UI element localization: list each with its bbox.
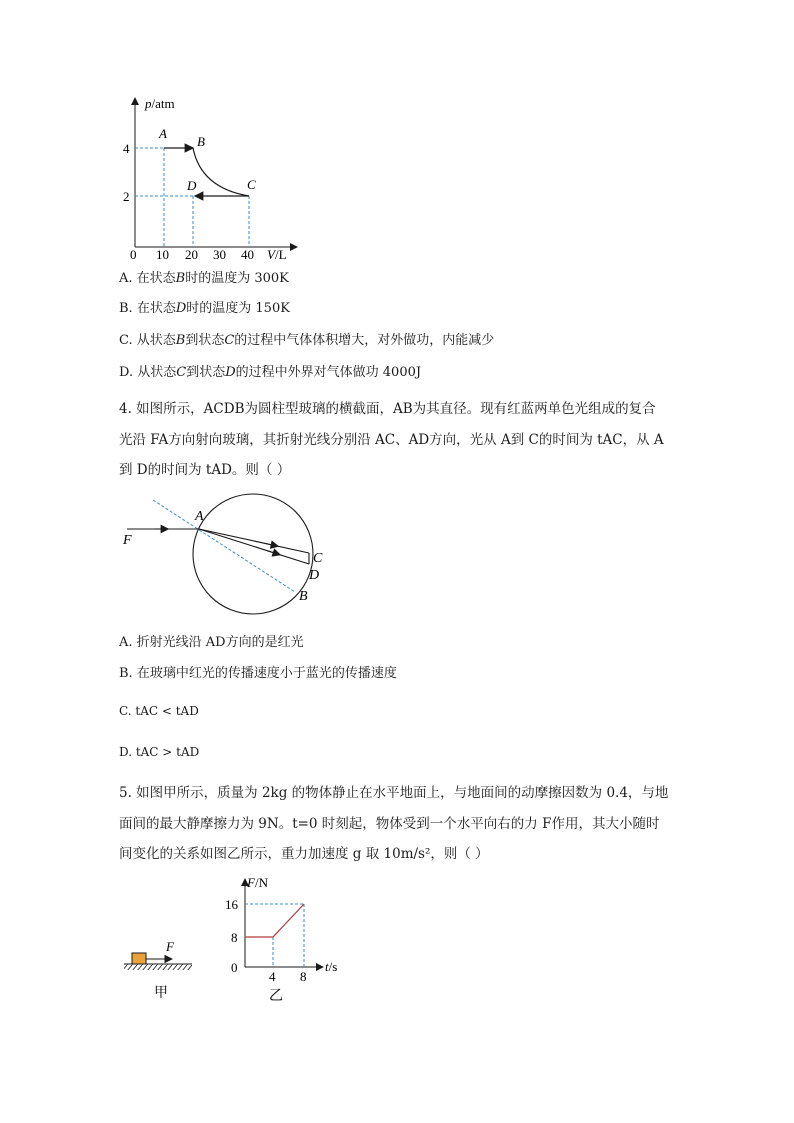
q3-option-c[interactable]: C. 从状态B到状态C的过程中气体体积增大，对外做功，内能减少: [119, 333, 495, 348]
label-d: D: [309, 568, 320, 583]
pv-y-label: p/atm: [145, 96, 175, 111]
q3-option-a[interactable]: A. 在状态B时的温度为 300K: [119, 271, 289, 286]
label-c: C: [313, 551, 323, 566]
figure-yi-ft-graph: [225, 873, 355, 1003]
ft-x-label: t/s: [325, 959, 338, 974]
arrow-ac: [265, 543, 275, 545]
q4-stem-line-1: 4. 如图所示，ACDB为圆柱型玻璃的横截面，AB为其直径。现有红蓝两单色光组成的复合: [119, 401, 656, 417]
ft-x-tick-4: 4: [269, 969, 276, 984]
label-b: B: [299, 589, 308, 604]
ft-y-tick-8: 8: [231, 930, 238, 945]
q5-stem-line-2: 面间的最大静摩擦力为 9N。t=0 时刻起，物体受到一个水平向右的力 F作用，其大小随时: [119, 816, 660, 832]
pv-x-label: V/L: [267, 247, 287, 260]
fig-yi-label: 乙: [269, 989, 283, 1003]
pv-label-d: D: [187, 178, 197, 193]
force-label: F: [166, 939, 174, 954]
ft-y-tick-16: 16: [225, 897, 238, 912]
pv-label-b: B: [197, 134, 205, 149]
fig-jia-label: 甲: [154, 986, 168, 1001]
pv-x-tick-10: 10: [156, 247, 169, 260]
ft-y-label: F/N: [247, 875, 268, 890]
diameter-ab-dashed: [153, 500, 295, 592]
ft-series: [245, 904, 304, 937]
refraction-figure: [115, 492, 345, 617]
glass-circle: [193, 494, 313, 614]
pv-y-tick-4: 4: [123, 141, 130, 156]
q5-stem-line-1: 5. 如图甲所示，质量为 2kg 的物体静止在水平地面上，与地面间的动摩擦因数为 0.4，与地: [119, 785, 669, 801]
arrow-ad: [267, 551, 277, 554]
pv-x-tick-40: 40: [241, 247, 254, 260]
q4-option-d[interactable]: D. tAC > tAD: [119, 745, 200, 759]
pv-x-tick-30: 30: [213, 247, 226, 260]
pv-curve-bc: [193, 148, 249, 196]
ft-y-tick-0: 0: [231, 960, 238, 975]
q5-stem-line-3: 间变化的关系如图乙所示，重力加速度 g 取 10m/s²，则（ ）: [119, 846, 489, 862]
q4-stem-line-3: 到 D的时间为 tAD。则（ ）: [119, 462, 291, 478]
pv-y-tick-2: 2: [123, 189, 130, 204]
refracted-ray-ac: [199, 529, 309, 553]
q4-option-a[interactable]: A. 折射光线沿 AD方向的是红光: [119, 635, 304, 650]
ft-x-tick-8: 8: [300, 969, 307, 984]
q3-option-b[interactable]: B. 在状态D时的温度为 150K: [119, 301, 290, 316]
q4-option-c[interactable]: C. tAC < tAD: [119, 704, 199, 718]
q4-stem-line-2: 光沿 FA方向射向玻璃，其折射光线分别沿 AC、AD方向，光从 A到 C的时间为 tAC，从 A: [119, 432, 664, 448]
pv-diagram: [115, 92, 305, 260]
label-f: F: [123, 533, 132, 548]
block: [132, 953, 146, 964]
figure-jia: [122, 935, 202, 1005]
q4-option-b[interactable]: B. 在玻璃中红光的传播速度小于蓝光的传播速度: [119, 666, 397, 681]
refracted-ray-ad: [199, 529, 309, 564]
pv-label-a: A: [159, 126, 167, 141]
pv-label-c: C: [247, 177, 256, 192]
q3-option-d[interactable]: D. 从状态C到状态D的过程中外界对气体做功 4000J: [119, 365, 422, 380]
pv-x-tick-0: 0: [130, 247, 137, 260]
label-a: A: [195, 509, 204, 524]
ground-hatch: [124, 964, 192, 970]
pv-x-tick-20: 20: [185, 247, 198, 260]
